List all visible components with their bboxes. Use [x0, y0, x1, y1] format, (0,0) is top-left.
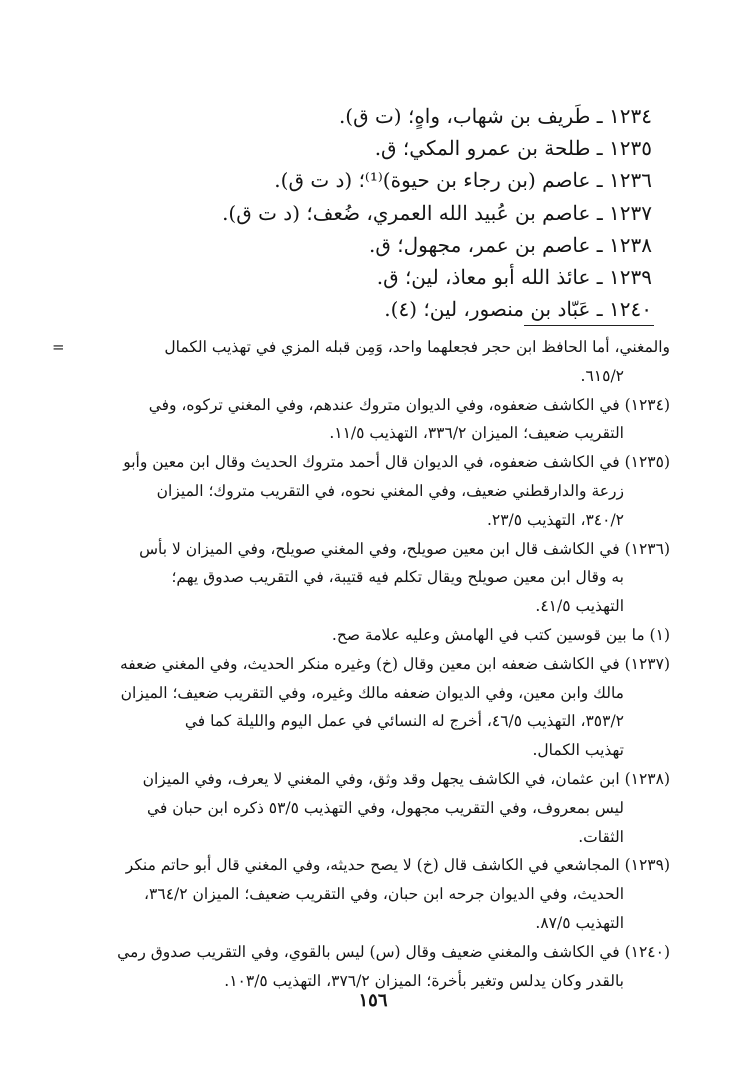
- footnote-1234: [70, 391, 670, 449]
- footnote-1240: [70, 938, 670, 996]
- page-number: ١٥٦: [358, 990, 388, 1011]
- footnote-line: التهذيب ٤١/٥.: [535, 597, 624, 616]
- entry-1237: ١٢٣٧ ـ عاصم بن عُبيد الله العمري، ضُعف؛ (د ت ق).: [222, 200, 652, 225]
- footnote-line: بالقدر وكان يدلس وتغير بأخرة؛ الميزان ٣٧٦/٢، التهذيب ١٠٣/٥.: [224, 971, 624, 990]
- footnote-line: الثقات.: [578, 827, 624, 846]
- entry-1240: ١٢٤٠ ـ عَبّاد بن منصور، لين؛ (٤).: [384, 297, 652, 322]
- footnote-1239: [70, 851, 670, 937]
- entry-1239: ١٢٣٩ ـ عائذ الله أبو معاذ، لين؛ ق.: [376, 264, 652, 289]
- footnote-line: (١٢٣٥) في الكاشف ضعفوه، في الديوان قال أحمد متروك الحديث وقال ابن معين وأبو: [123, 453, 670, 472]
- footnote-line: زرعة والدارقطني ضعيف، وفي المغني نحوه، في التقريب متروك؛ الميزان: [156, 481, 624, 500]
- footnote-line: (١٢٣٩) المجاشعي في الكاشف قال (خ) لا يصح حديثه، وفي المغني قال أبو حاتم منكر: [125, 856, 670, 875]
- footnote-line: (١٢٣٤) في الكاشف ضعفوه، وفي الديوان متروك عندهم، وفي المغني تركوه، وفي: [148, 395, 670, 414]
- footnote-line: به وقال ابن معين صويلح ويقال تكلم فيه قتيبة، في التقريب صدوق يهم؛: [171, 568, 624, 587]
- entry-1238: ١٢٣٨ ـ عاصم بن عمر، مجهول؛ ق.: [368, 232, 652, 257]
- footnote-1237: [70, 650, 670, 765]
- footnote-line: التهذيب ٨٧/٥.: [535, 913, 624, 932]
- footnotes: [52, 333, 670, 995]
- footnote-line: ٦١٥/٢.: [580, 366, 624, 385]
- footnote-line: الحديث، وفي الديوان جرحه ابن حبان، وفي التقريب ضعيف؛ الميزان ٣٦٤/٢،: [144, 885, 624, 904]
- main-entry-list: [92, 100, 652, 325]
- footnote-1235: [70, 448, 670, 534]
- footnote-line: ليس بمعروف، وفي التقريب مجهول، وفي التهذيب ٥٣/٥ ذكره ابن حبان في: [147, 798, 624, 817]
- footnote-continuation: [52, 333, 670, 391]
- footnote-line: (١٢٣٨) ابن عثمان، في الكاشف يجهل وقد وثق، وفي المغني لا يعرف، وفي الميزان: [142, 769, 670, 788]
- footnote-line: ٣٤٠/٢، التهذيب ٢٣/٥.: [486, 510, 624, 529]
- footnote-line: تهذيب الكمال.: [532, 741, 624, 760]
- footnote-line: (١) ما بين قوسين كتب في الهامش وعليه علامة صح.: [331, 625, 670, 644]
- footnote-line: (١٢٣٧) في الكاشف ضعفه ابن معين وقال (خ) وغيره منكر الحديث، وفي المغني ضعفه: [120, 654, 670, 673]
- footnote-line: (١٢٣٦) في الكاشف قال ابن معين صويلح، وفي المغني صويلح، وفي الميزان لا بأس: [139, 539, 670, 558]
- footnote-line: مالك وابن معين، وفي الديوان ضعفه مالك وغيره، وفي التقريب ضعيف؛ الميزان: [120, 683, 624, 702]
- entry-1235: ١٢٣٥ ـ طلحة بن عمرو المكي؛ ق.: [374, 136, 652, 161]
- footnote-1236: [70, 535, 670, 621]
- footnote-1: [70, 621, 670, 650]
- entry-1236: ١٢٣٦ ـ عاصم (بن رجاء بن حيوة)⁽¹⁾؛ (د ت ق).: [274, 168, 652, 193]
- footnote-line: ٣٥٣/٢، التهذيب ٤٦/٥، أخرج له النسائي في عمل اليوم والليلة كما في: [184, 712, 624, 731]
- footnote-line: (١٢٤٠) في الكاشف والمغني ضعيف وقال (س) ليس بالقوي، وفي التقريب صدوق رمي: [117, 942, 670, 961]
- footnote-1238: [70, 765, 670, 851]
- continuation-mark: =: [52, 338, 65, 356]
- footnote-divider: [524, 325, 654, 326]
- footnote-line: التقريب ضعيف؛ الميزان ٣٣٦/٢، التهذيب ١١/٥.: [329, 424, 624, 443]
- entry-1234: ١٢٣٤ ـ طَريف بن شهاب، واهٍ؛ (ت ق).: [338, 104, 652, 128]
- footnote-line: والمغني، أما الحافظ ابن حجر فجعلهما واحد، وَمِن قبله المزي في تهذيب الكمال: [164, 338, 670, 356]
